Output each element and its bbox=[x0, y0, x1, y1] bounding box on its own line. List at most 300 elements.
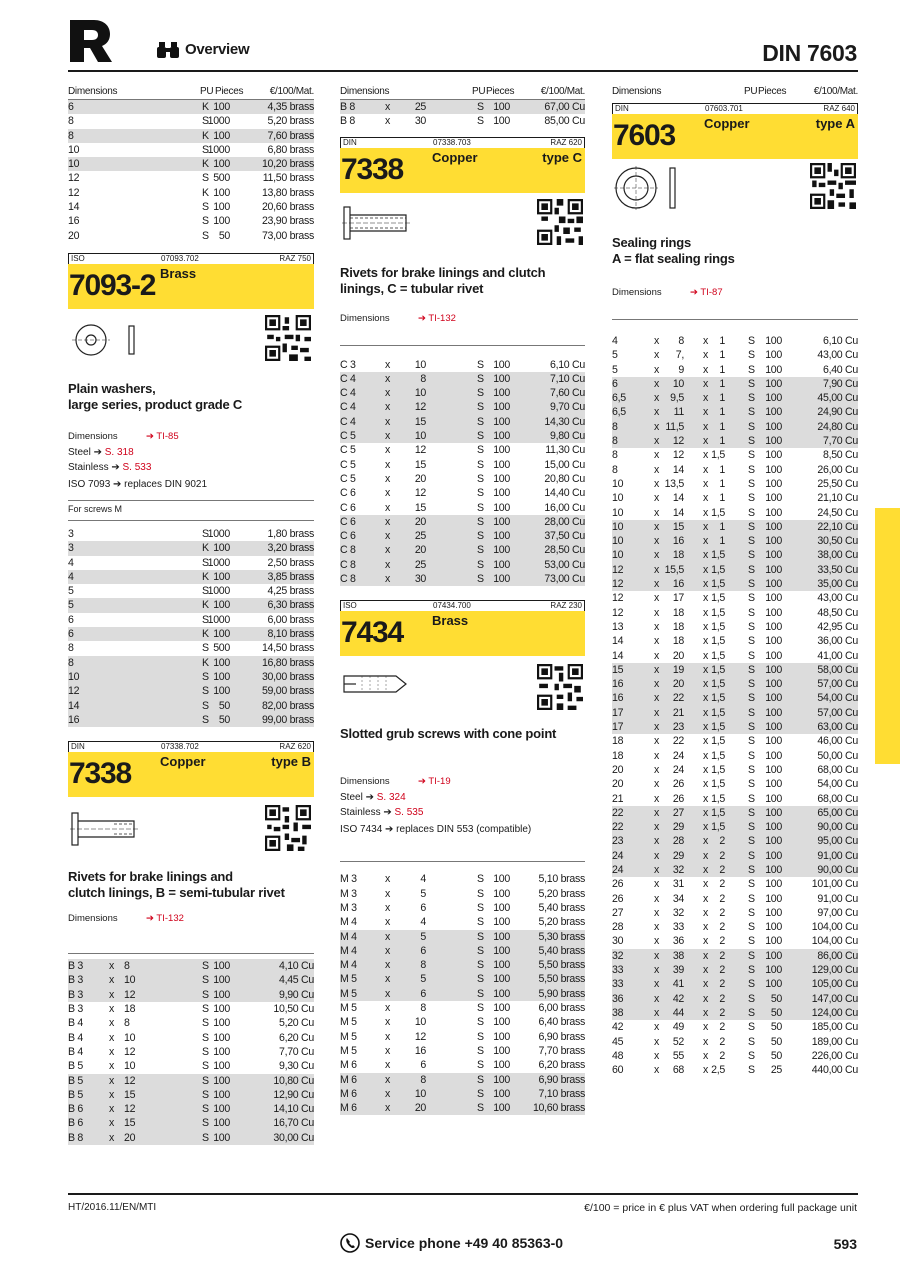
table-cell: S bbox=[748, 477, 755, 490]
table-cell: 100 bbox=[493, 358, 510, 371]
table-cell: C 8 bbox=[340, 558, 356, 571]
table-cell: 39 bbox=[672, 964, 684, 977]
table-cell: 100 bbox=[765, 978, 782, 991]
table-cell: 24 bbox=[672, 763, 684, 776]
table-cell: x bbox=[385, 1016, 390, 1029]
table-cell: x bbox=[703, 692, 708, 705]
table-cell: 18 bbox=[672, 549, 684, 562]
table-cell: x bbox=[703, 1035, 708, 1048]
table-cell: x bbox=[654, 649, 659, 662]
table-row bbox=[612, 920, 858, 934]
table-cell: 8 bbox=[612, 463, 618, 476]
table-cell: x bbox=[703, 806, 708, 819]
table-row bbox=[340, 972, 585, 986]
table-cell: S bbox=[477, 358, 484, 371]
table-cell: 100 bbox=[765, 921, 782, 934]
table-cell: 50 bbox=[770, 992, 782, 1005]
table-cell: 5,20 brass bbox=[538, 887, 585, 900]
table-cell: 100 bbox=[493, 115, 510, 128]
table-cell: 45,00 Cu bbox=[817, 392, 858, 405]
stainless-page-link[interactable]: S. 533 bbox=[122, 461, 152, 473]
table-cell: 100 bbox=[493, 887, 510, 900]
table-cell: 1,5 bbox=[711, 620, 725, 633]
table-cell: 55 bbox=[672, 1049, 684, 1062]
table-cell: x bbox=[654, 520, 659, 533]
table-cell: S bbox=[748, 649, 755, 662]
table-cell: 8 bbox=[420, 372, 426, 385]
table-cell: 7,70 Cu bbox=[822, 435, 858, 448]
table-row bbox=[612, 334, 858, 348]
table-cell: x bbox=[654, 663, 659, 676]
table-cell: x bbox=[654, 721, 659, 734]
table-cell: K bbox=[202, 158, 209, 171]
tech-info-link[interactable]: ➔ TI-132 bbox=[146, 913, 184, 925]
table-cell: x bbox=[109, 1045, 114, 1058]
table-row bbox=[68, 1102, 314, 1116]
table-cell: 100 bbox=[765, 649, 782, 662]
table-cell: x bbox=[385, 458, 390, 471]
table-cell: 189,00 Cu bbox=[811, 1035, 858, 1048]
table-cell: 100 bbox=[765, 363, 782, 376]
table-cell: x bbox=[654, 492, 659, 505]
product-bar: ISO 07434.700 RAZ 230 bbox=[340, 600, 585, 611]
table-row bbox=[68, 186, 314, 200]
table-cell: 68 bbox=[672, 1064, 684, 1077]
product-bar: DIN 07603.701 RAZ 640 bbox=[612, 103, 858, 114]
stainless-ref: Stainless ➔ S. 533 bbox=[68, 461, 152, 473]
product-bar: ISO 07093.702 RAZ 750 bbox=[68, 253, 314, 264]
table-cell: 67,00 Cu bbox=[544, 101, 585, 113]
table-cell: S bbox=[477, 372, 484, 385]
table-cell: 20 bbox=[68, 229, 80, 242]
tech-info-link[interactable]: ➔ TI-19 bbox=[418, 776, 451, 788]
table-cell: 100 bbox=[765, 520, 782, 533]
washer-drawing bbox=[72, 317, 142, 363]
table-cell: 54,00 Cu bbox=[817, 692, 858, 705]
qr-code-icon[interactable] bbox=[810, 163, 856, 209]
table-cell: x bbox=[109, 1131, 114, 1144]
table-row bbox=[340, 501, 585, 515]
table-cell: 100 bbox=[493, 916, 510, 929]
table-cell: 91,00 Cu bbox=[817, 892, 858, 905]
table-cell: 5,40 brass bbox=[538, 901, 585, 914]
table-cell: 14,10 Cu bbox=[273, 1103, 314, 1116]
table-cell: S bbox=[477, 515, 484, 528]
table-cell: 100 bbox=[765, 549, 782, 562]
table-cell: x bbox=[703, 535, 708, 548]
table-cell: x bbox=[654, 706, 659, 719]
table-cell: 100 bbox=[213, 960, 230, 973]
table-cell: 2 bbox=[719, 892, 725, 905]
table-cell: 5 bbox=[420, 887, 426, 900]
table-cell: C 5 bbox=[340, 444, 356, 457]
steel-page-link[interactable]: S. 324 bbox=[376, 792, 406, 804]
table-cell: 22 bbox=[612, 806, 624, 819]
table-row bbox=[68, 656, 314, 670]
table-cell: M 6 bbox=[340, 1059, 357, 1072]
table-cell: 1,5 bbox=[711, 649, 725, 662]
table-cell: 100 bbox=[765, 906, 782, 919]
table-cell: 10 bbox=[414, 358, 426, 371]
table-cell: 9,80 Cu bbox=[549, 430, 585, 443]
table-row bbox=[612, 734, 858, 748]
table-cell: 100 bbox=[765, 763, 782, 776]
table-cell: 12,90 Cu bbox=[273, 1088, 314, 1101]
table-cell: 100 bbox=[765, 892, 782, 905]
table-cell: 54,00 Cu bbox=[817, 778, 858, 791]
table-row bbox=[612, 477, 858, 491]
table-cell: S bbox=[748, 420, 755, 433]
table-cell: B 5 bbox=[68, 1088, 84, 1101]
table-cell: B 5 bbox=[68, 1060, 84, 1073]
table-cell: B 3 bbox=[68, 974, 84, 987]
table-cell: 34 bbox=[672, 892, 684, 905]
table-cell: 8 bbox=[124, 960, 130, 973]
table-cell: S bbox=[477, 1030, 484, 1043]
table-cell: 8 bbox=[124, 1017, 130, 1030]
table-cell: 1 bbox=[719, 420, 725, 433]
table-cell: 100 bbox=[765, 878, 782, 891]
table-row bbox=[68, 598, 314, 612]
product-material: Brass bbox=[160, 265, 197, 281]
table-cell: 6,40 Cu bbox=[822, 363, 858, 376]
table-cell: 16 bbox=[672, 578, 684, 591]
qr-code-icon[interactable] bbox=[537, 199, 583, 245]
table-cell: 8,10 brass bbox=[267, 628, 314, 641]
table-7434 bbox=[340, 872, 585, 1115]
table-cell: x bbox=[654, 392, 659, 405]
table-cell: S bbox=[748, 563, 755, 576]
table-cell: 8 bbox=[68, 129, 74, 142]
table-row bbox=[68, 1059, 314, 1073]
product-type: type B bbox=[271, 754, 311, 770]
table-7093-top bbox=[68, 100, 314, 243]
table-cell: x bbox=[703, 921, 708, 934]
table-row bbox=[612, 749, 858, 763]
product-pictures bbox=[340, 656, 585, 716]
table-cell: 100 bbox=[765, 463, 782, 476]
table-cell: 500 bbox=[213, 642, 230, 655]
product-7434 bbox=[340, 600, 585, 862]
table-cell: 6,80 brass bbox=[267, 143, 314, 156]
grub-screw-drawing bbox=[342, 672, 412, 696]
table-cell: C 3 bbox=[340, 358, 356, 371]
table-row bbox=[340, 443, 585, 457]
table-cell: x bbox=[703, 906, 708, 919]
qr-code-icon[interactable] bbox=[265, 315, 311, 361]
table-cell: x bbox=[703, 492, 708, 505]
table-7338-b-cont bbox=[340, 100, 585, 129]
table-row bbox=[612, 763, 858, 777]
table-cell: S bbox=[202, 699, 209, 712]
table-row bbox=[340, 429, 585, 443]
table-cell: 99,00 brass bbox=[261, 713, 314, 726]
table-cell: x bbox=[654, 549, 659, 562]
product-description: Rivets for brake linings and clutch linings, B = semi-tubular rivet bbox=[68, 869, 285, 901]
table-row bbox=[612, 620, 858, 634]
table-cell: 8 bbox=[420, 1073, 426, 1086]
tech-info-link[interactable]: ➔ TI-85 bbox=[146, 430, 179, 442]
table-cell: 2,5 bbox=[711, 1064, 725, 1077]
table-cell: 100 bbox=[765, 435, 782, 448]
table-cell: 10 bbox=[612, 520, 624, 533]
table-cell: 50 bbox=[770, 1006, 782, 1019]
table-cell: 11,5 bbox=[665, 420, 684, 433]
table-row bbox=[68, 684, 314, 698]
product-banner bbox=[340, 148, 585, 193]
table-cell: S bbox=[202, 172, 209, 185]
table-cell: 9,70 Cu bbox=[549, 401, 585, 414]
product-pictures bbox=[68, 309, 314, 369]
table-cell: S bbox=[748, 492, 755, 505]
table-cell: x bbox=[654, 335, 659, 347]
table-cell: x bbox=[385, 487, 390, 500]
table-row bbox=[68, 1016, 314, 1030]
table-cell: B 3 bbox=[68, 1003, 84, 1016]
table-cell: 100 bbox=[493, 1002, 510, 1015]
table-cell: 28,00 Cu bbox=[544, 515, 585, 528]
table-cell: 4 bbox=[68, 570, 74, 583]
table-row bbox=[68, 1074, 314, 1088]
table-cell: 22 bbox=[672, 692, 684, 705]
table-cell: S bbox=[748, 906, 755, 919]
table-cell: 65,00 Cu bbox=[817, 806, 858, 819]
table-cell: 9,5 bbox=[670, 392, 684, 405]
table-cell: x bbox=[703, 449, 708, 462]
table-cell: S bbox=[477, 115, 484, 128]
steel-ref: Steel ➔ S. 324 bbox=[340, 792, 406, 804]
table-cell: 8 bbox=[612, 449, 618, 462]
table-cell: x bbox=[703, 849, 708, 862]
table-cell: 1,5 bbox=[711, 763, 725, 776]
table-cell: 5,90 brass bbox=[538, 987, 585, 1000]
table-cell: x bbox=[654, 1021, 659, 1034]
table-cell: 10 bbox=[612, 506, 624, 519]
table-cell: x bbox=[703, 620, 708, 633]
table-cell: 20 bbox=[612, 778, 624, 791]
table-cell: 16 bbox=[68, 713, 80, 726]
product-banner bbox=[340, 611, 585, 656]
table-cell: 49 bbox=[672, 1021, 684, 1034]
table-cell: M 5 bbox=[340, 1002, 357, 1015]
table-cell: 100 bbox=[493, 387, 510, 400]
product-number: 7093-2 bbox=[69, 268, 156, 302]
table-cell: x bbox=[109, 1074, 114, 1087]
table-cell: 15 bbox=[124, 1117, 136, 1130]
table-cell: 100 bbox=[213, 1017, 230, 1030]
table-row bbox=[340, 372, 585, 386]
table-row bbox=[612, 992, 858, 1006]
product-material: Copper bbox=[704, 116, 750, 131]
table-cell: x bbox=[385, 544, 390, 557]
table-row bbox=[68, 171, 314, 185]
table-cell: M 4 bbox=[340, 944, 357, 957]
table-cell: 100 bbox=[493, 1073, 510, 1086]
qr-code-icon[interactable] bbox=[265, 805, 311, 851]
table-cell: M 4 bbox=[340, 916, 357, 929]
table-cell: 1 bbox=[719, 392, 725, 405]
table-cell: B 6 bbox=[68, 1103, 84, 1116]
table-cell: 100 bbox=[213, 1103, 230, 1116]
table-cell: x bbox=[654, 692, 659, 705]
table-cell: 28,50 Cu bbox=[544, 544, 585, 557]
table-cell: 10,60 brass bbox=[532, 1102, 585, 1115]
table-cell: 7,60 Cu bbox=[549, 387, 585, 400]
table-row bbox=[612, 820, 858, 834]
table-cell: 8 bbox=[68, 642, 74, 655]
table-cell: S bbox=[748, 335, 755, 347]
table-cell: S bbox=[748, 506, 755, 519]
table-cell: 100 bbox=[213, 129, 230, 142]
table-cell: x bbox=[109, 1060, 114, 1073]
table-cell: 23 bbox=[672, 721, 684, 734]
table-cell: 14 bbox=[612, 635, 624, 648]
sealing-ring-drawing bbox=[614, 163, 694, 213]
table-cell: B 8 bbox=[340, 115, 356, 128]
table-cell: 1,5 bbox=[711, 806, 725, 819]
table-cell: x bbox=[654, 635, 659, 648]
table-cell: x bbox=[385, 1059, 390, 1072]
qr-code-icon[interactable] bbox=[537, 664, 583, 710]
table-row bbox=[340, 572, 585, 586]
table-cell: B 8 bbox=[68, 1131, 84, 1144]
table-cell: 20 bbox=[414, 1102, 426, 1115]
table-cell: 73,00 Cu bbox=[544, 573, 585, 586]
product-7093-2 bbox=[68, 253, 314, 521]
table-cell: 5 bbox=[68, 599, 74, 612]
table-cell: 100 bbox=[765, 935, 782, 948]
table-cell: 6,00 brass bbox=[538, 1002, 585, 1015]
table-cell: x bbox=[703, 792, 708, 805]
table-cell: S bbox=[748, 692, 755, 705]
table-cell: x bbox=[654, 735, 659, 748]
table-row bbox=[612, 606, 858, 620]
table-cell: x bbox=[385, 959, 390, 972]
table-cell: x bbox=[109, 1017, 114, 1030]
table-cell: S bbox=[477, 1102, 484, 1115]
table-cell: 6,00 brass bbox=[267, 613, 314, 626]
table-cell: x bbox=[654, 935, 659, 948]
table-cell: 100 bbox=[213, 1003, 230, 1016]
table-cell: 100 bbox=[213, 1074, 230, 1087]
table-row bbox=[340, 944, 585, 958]
table-cell: 14 bbox=[672, 463, 684, 476]
table-cell: 24 bbox=[612, 863, 624, 876]
table-cell: 100 bbox=[493, 1044, 510, 1057]
table-cell: x bbox=[703, 392, 708, 405]
table-row bbox=[612, 377, 858, 391]
table-cell: 100 bbox=[213, 685, 230, 698]
table-cell: S bbox=[748, 635, 755, 648]
table-cell: 43,00 Cu bbox=[817, 349, 858, 362]
stainless-page-link[interactable]: S. 535 bbox=[394, 807, 424, 819]
table-cell: 100 bbox=[213, 570, 230, 583]
table-cell: x bbox=[654, 1035, 659, 1048]
table-row bbox=[340, 100, 585, 114]
tech-info-link[interactable]: ➔ TI-132 bbox=[418, 312, 456, 324]
table-cell: 12 bbox=[414, 1030, 426, 1043]
table-cell: x bbox=[385, 1102, 390, 1115]
table-cell: 11,50 brass bbox=[262, 172, 314, 185]
table-cell: 6,5 bbox=[612, 392, 626, 405]
table-cell: 86,00 Cu bbox=[817, 949, 858, 962]
table-cell: 3,20 brass bbox=[267, 542, 314, 555]
table-cell: S bbox=[748, 935, 755, 948]
table-cell: K bbox=[202, 656, 209, 669]
tech-info-link[interactable]: ➔ TI-87 bbox=[690, 287, 723, 298]
table-cell: S bbox=[202, 1003, 209, 1016]
table-cell: S bbox=[748, 349, 755, 362]
table-cell: 18 bbox=[612, 749, 624, 762]
table-cell: 30,00 Cu bbox=[273, 1131, 314, 1144]
table-cell: x bbox=[703, 749, 708, 762]
table-row bbox=[612, 534, 858, 548]
table-cell: x bbox=[109, 1003, 114, 1016]
table-cell: M 5 bbox=[340, 973, 357, 986]
product-banner bbox=[68, 752, 314, 797]
table-cell: 7, bbox=[675, 349, 684, 362]
table-row bbox=[612, 863, 858, 877]
product-number: 7338 bbox=[69, 757, 131, 791]
table-cell: 100 bbox=[765, 806, 782, 819]
product-banner bbox=[68, 264, 314, 309]
table-cell: x bbox=[703, 863, 708, 876]
table-cell: S bbox=[477, 573, 484, 586]
table-cell: 12 bbox=[672, 435, 684, 448]
table-cell: 6 bbox=[420, 987, 426, 1000]
table-row bbox=[612, 720, 858, 734]
table-row bbox=[612, 420, 858, 434]
table-cell: 14 bbox=[612, 649, 624, 662]
table-cell: 100 bbox=[213, 628, 230, 641]
table-cell: 5,20 brass bbox=[267, 115, 314, 128]
table-cell: x bbox=[703, 978, 708, 991]
table-cell: 1,5 bbox=[711, 506, 725, 519]
table-cell: 24,80 Cu bbox=[817, 420, 858, 433]
table-cell: x bbox=[109, 1117, 114, 1130]
table-row bbox=[68, 627, 314, 641]
table-cell: x bbox=[385, 1087, 390, 1100]
table-cell: 7,10 Cu bbox=[549, 372, 585, 385]
table-cell: x bbox=[385, 973, 390, 986]
dimension-ref: Dimensions ➔ TI-85 bbox=[68, 430, 179, 442]
table-cell: 1,5 bbox=[711, 692, 725, 705]
table-cell: x bbox=[385, 501, 390, 514]
table-cell: x bbox=[385, 415, 390, 428]
table-cell: 91,00 Cu bbox=[817, 849, 858, 862]
header-rule bbox=[68, 70, 858, 72]
table-cell: 1,5 bbox=[711, 721, 725, 734]
table-cell: S bbox=[202, 527, 209, 540]
table-cell: 100 bbox=[765, 964, 782, 977]
table-cell: 23,90 brass bbox=[261, 215, 314, 228]
table-cell: 100 bbox=[213, 158, 230, 171]
phone-icon bbox=[340, 1233, 360, 1253]
table-cell: 12 bbox=[124, 1074, 136, 1087]
table-cell: 100 bbox=[213, 1031, 230, 1044]
table-cell: 11 bbox=[673, 406, 684, 419]
table-row bbox=[340, 1044, 585, 1058]
for-screws-label: For screws M bbox=[68, 503, 122, 514]
steel-page-link[interactable]: S. 318 bbox=[104, 446, 134, 458]
table-cell: 5,30 brass bbox=[538, 930, 585, 943]
table-cell: 16 bbox=[414, 1044, 426, 1057]
table-cell: 37,50 Cu bbox=[544, 530, 585, 543]
service-phone[interactable] bbox=[340, 1233, 563, 1253]
table-row bbox=[340, 915, 585, 929]
table-cell: 19 bbox=[672, 663, 684, 676]
table-cell: 100 bbox=[213, 1131, 230, 1144]
